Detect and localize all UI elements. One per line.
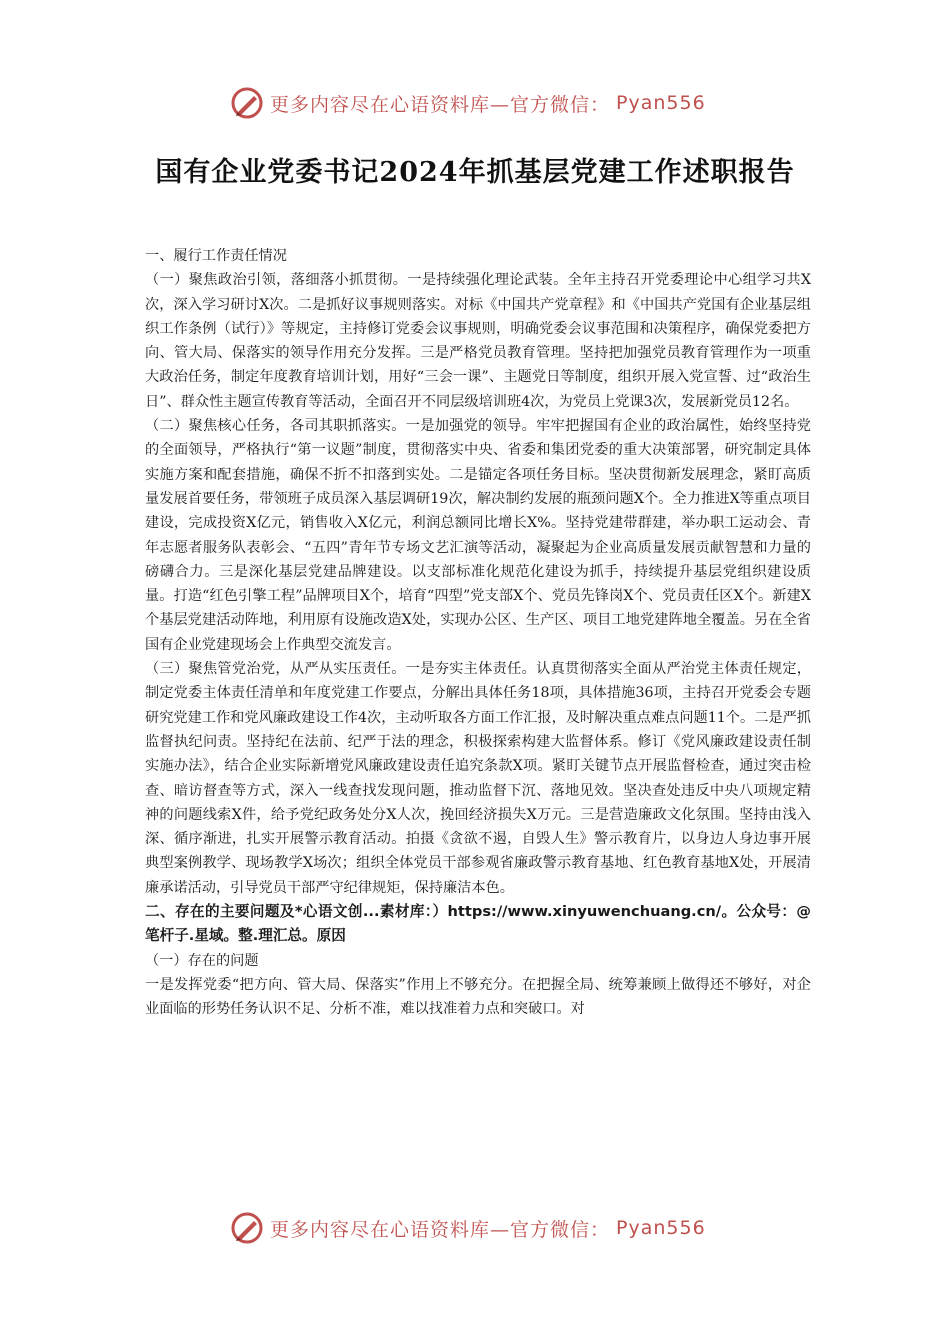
pen-logo-icon	[230, 86, 264, 120]
pen-logo-icon	[230, 1211, 264, 1245]
section1-heading: 一、履行工作责任情况	[145, 248, 287, 264]
section2-paragraph: 一是发挥党委“把方向、管大局、保落实”作用上不够充分。在把握全局、统筹兼顾上做得还不够好，对企业面临的形势任务认识不足、分析不准，难以找准着力点和突破口。对	[145, 976, 811, 1018]
paragraph-3: （三）聚焦管党治党，从严从实压责任。一是夯实主体责任。认真贯彻落实全面从严治党主体责任规定，制定党委主体责任清单和年度党建工作要点，分解出具体任务18项，具体措施36项，主持召开党委会专题研究党建工作和党风廉政建设工作4次，主动听取各方面工作汇报，及时解决重点难点问题11个。二是严抓监督执纪问责。坚持纪在法前、纪严于法的理念，积极探索构建大监督体系。修订《党风廉政建设责任制实施办法》，结合企业实际新增党风廉政建设责任追究条款X项。紧盯关键节点开展监督检查，通过突击检查、暗访督查等方式，深入一线查找发现问题，推动监督下沉、落地见效。坚决查处违反中央八项规定精神的问题线索X件，给予党纪政务处分X人次，挽回经济损失X万元。三是营造廉政文化氛围。坚持由浅入深、循序渐进，扎实开展警示教育活动。拍摄《贪欲不遏，自毁人生》警示教育片，以身边人身边事开展典型案例教学、现场教学X场次；组织全体党员干部参观省廉政警示教育基地、红色教育基地X处，开展清廉承诺活动，引导党员干部严守纪律规矩，保持廉洁本色。	[145, 661, 811, 896]
section2-subheading: （一）存在的问题	[145, 952, 259, 969]
document-body	[145, 244, 811, 1022]
paragraph-2: （二）聚焦核心任务，各司其职抓落实。一是加强党的领导。牢牢把握国有企业的政治属性，始终坚持党的全面领导，严格执行“第一议题”制度，贯彻落实中央、省委和集团党委的重大决策部署，研究制定具体实施方案和配套措施，确保不折不扣落到实处。二是锚定各项任务目标。坚决贯彻新发展理念，紧盯高质量发展首要任务，带领班子成员深入基层调研19次，解决制约发展的瓶颈问题X个。全力推进X等重点项目建设，完成投资X亿元，销售收入X亿元，利润总额同比增长X%。坚持党建带群建，举办职工运动会、青年志愿者服务队表彰会、“五四”青年节专场文艺汇演等活动，凝聚起为企业高质量发展贡献智慧和力量的磅礴合力。三是深化基层党建品牌建设。以支部标准化规范化建设为抓手，持续提升基层党组织建设质量。打造“红色引擎工程”品牌项目X个，培育“四型”党支部X个、党员先锋岗X个、党员责任区X个。新建X个基层党建活动阵地，利用原有设施改造X处，实现办公区、生产区、项目工地党建阵地全覆盖。另在全省国有企业党建现场会上作典型交流发言。	[145, 418, 811, 653]
header-banner	[230, 85, 750, 121]
banner-wechat-id: Pyan556	[616, 92, 706, 114]
section2-heading: 二、存在的主要问题及*心语文创...素材库：）https://www.xinyuwenchuang.cn/。公众号：@笔杆子.星域。整.理汇总。原因	[145, 903, 811, 945]
footer-banner	[230, 1210, 750, 1246]
paragraph-1: （一）聚焦政治引领，落细落小抓贯彻。一是持续强化理论武装。全年主持召开党委理论中心组学习共X次，深入学习研讨X次。二是抓好议事规则落实。对标《中国共产党章程》和《中国共产党国有企业基层组织工作条例（试行）》等规定，主持修订党委会议事规则，明确党委会议事范围和决策程序，确保党委把方向、管大局、保落实的领导作用充分发挥。三是严格党员教育管理。坚持把加强党员教育管理作为一项重大政治任务，制定年度教育培训计划，用好“三会一课”、主题党日等制度，组织开展入党宣誓、过“政治生日”、群众性主题宣传教育等活动，全面召开不同层级培训班4次，为党员上党课3次，发展新党员12名。	[145, 272, 811, 410]
footer-banner-text: 更多内容尽在心语资料库—官方微信：	[270, 1218, 611, 1241]
footer-wechat-id: Pyan556	[616, 1217, 706, 1239]
document-title: 国有企业党委书记2024年抓基层党建工作述职报告	[155, 157, 795, 188]
banner-text: 更多内容尽在心语资料库—官方微信：	[270, 93, 611, 116]
